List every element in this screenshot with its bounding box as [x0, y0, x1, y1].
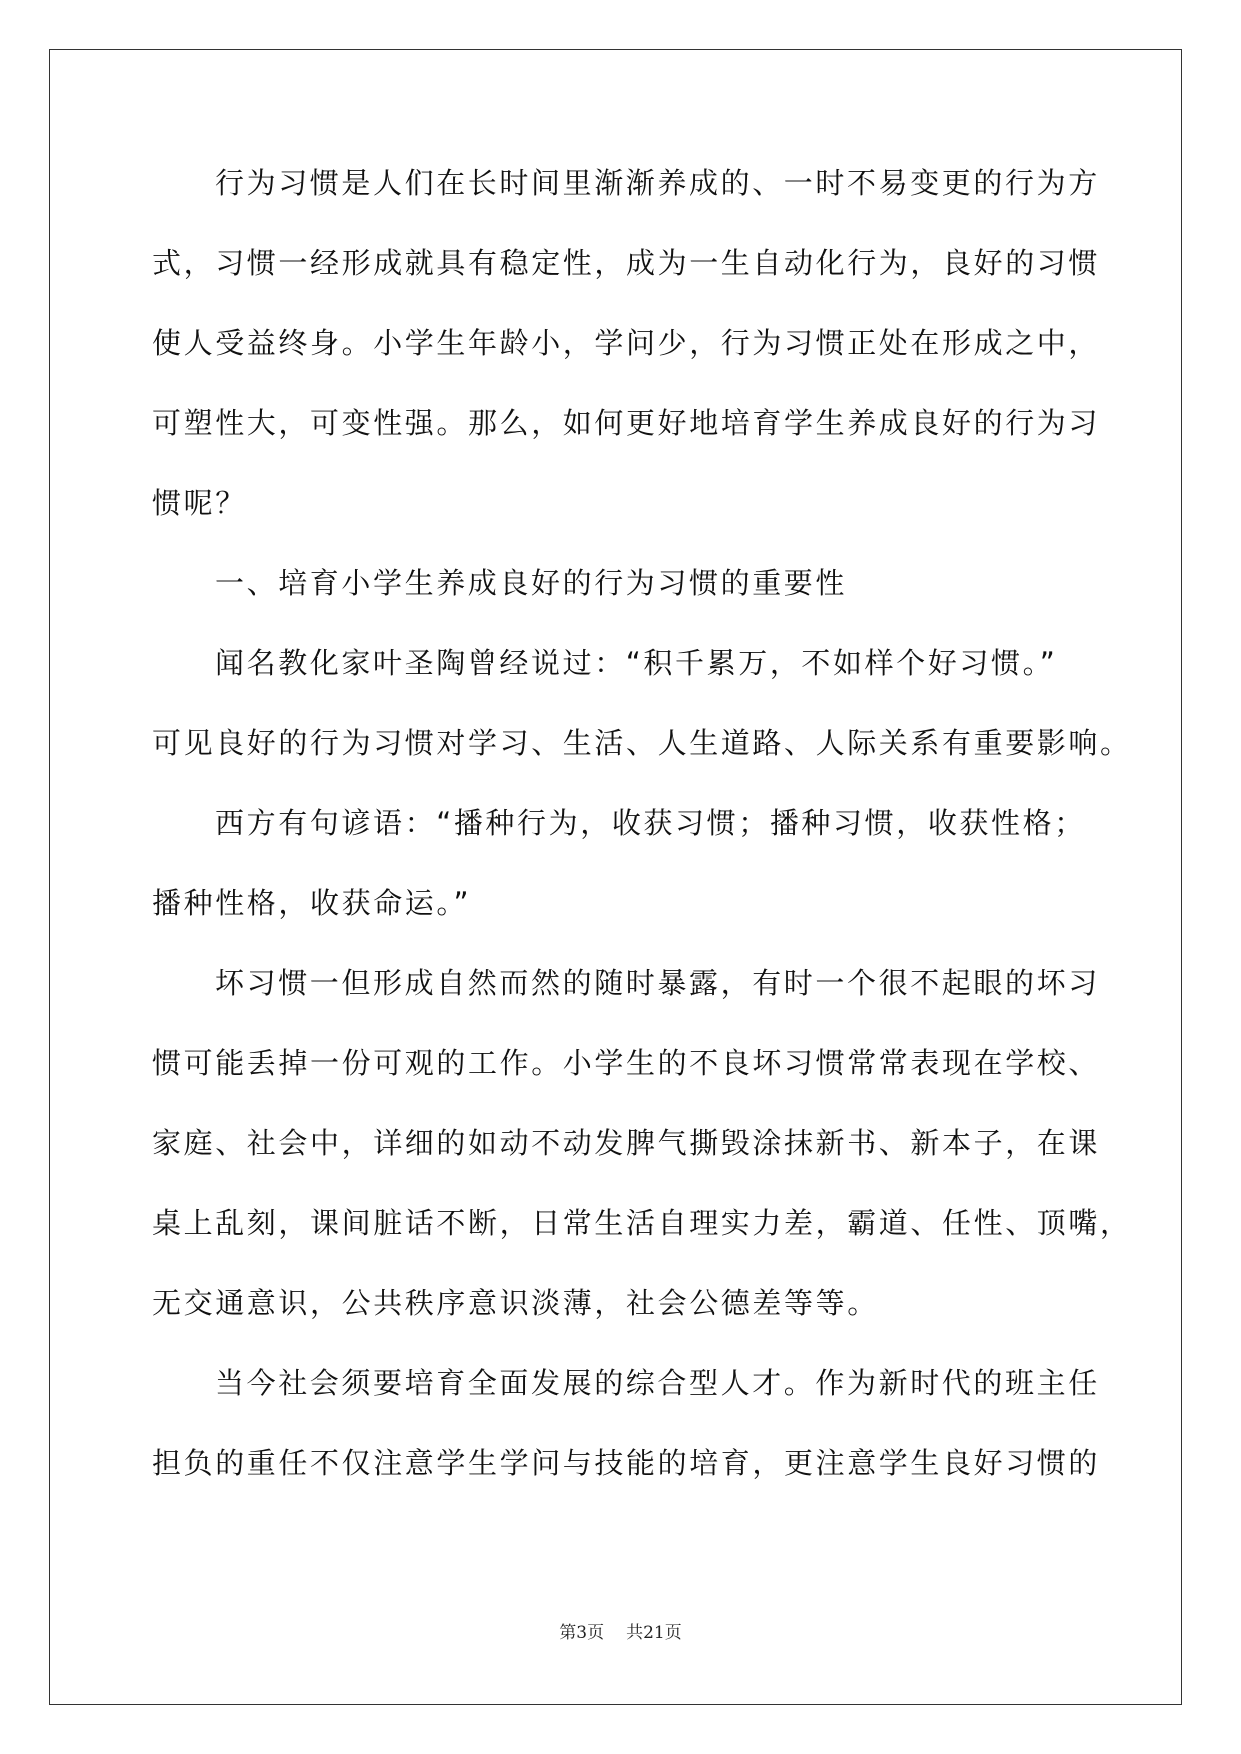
text-line: 惯呢？	[152, 486, 247, 520]
text-line: 式，习惯一经形成就具有稳定性，成为一生自动化行为，良好的习惯	[152, 246, 1101, 280]
text-line: 西方有句谚语：“播种行为，收获习惯；播种习惯，收获性格；	[215, 806, 1086, 840]
section-heading: 一、培育小学生养成良好的行为习惯的重要性	[215, 566, 848, 600]
text-line: 使人受益终身。小学生年龄小，学问少，行为习惯正处在形成之中，	[152, 326, 1101, 360]
page-footer	[0, 1618, 1241, 1643]
text-line: 播种性格，收获命运。”	[152, 886, 472, 920]
text-line: 桌上乱刻，课间脏话不断，日常生活自理实力差，霸道、任性、顶嘴，	[152, 1206, 1132, 1240]
page-number: 第3页	[559, 1623, 605, 1643]
total-pages: 共21页	[626, 1623, 682, 1643]
text-line: 可塑性大，可变性强。那么，如何更好地培育学生养成良好的行为习	[152, 406, 1101, 440]
text-line: 闻名教化家叶圣陶曾经说过：“积千累万，不如样个好习惯。”	[215, 646, 1058, 680]
text-line: 可见良好的行为习惯对学习、生活、人生道路、人际关系有重要影响。	[152, 726, 1132, 760]
text-line: 坏习惯一但形成自然而然的随时暴露，有时一个很不起眼的坏习	[215, 966, 1100, 1000]
text-line: 行为习惯是人们在长时间里渐渐养成的、一时不易变更的行为方	[215, 166, 1100, 200]
text-line: 无交通意识，公共秩序意识淡薄，社会公德差等等。	[152, 1286, 879, 1320]
text-line: 家庭、社会中，详细的如动不动发脾气撕毁涂抹新书、新本子，在课	[152, 1126, 1101, 1160]
text-line: 惯可能丢掉一份可观的工作。小学生的不良坏习惯常常表现在学校、	[152, 1046, 1101, 1080]
text-line: 担负的重任不仅注意学生学问与技能的培育，更注意学生良好习惯的	[152, 1446, 1101, 1480]
text-line: 当今社会须要培育全面发展的综合型人才。作为新时代的班主任	[215, 1366, 1100, 1400]
